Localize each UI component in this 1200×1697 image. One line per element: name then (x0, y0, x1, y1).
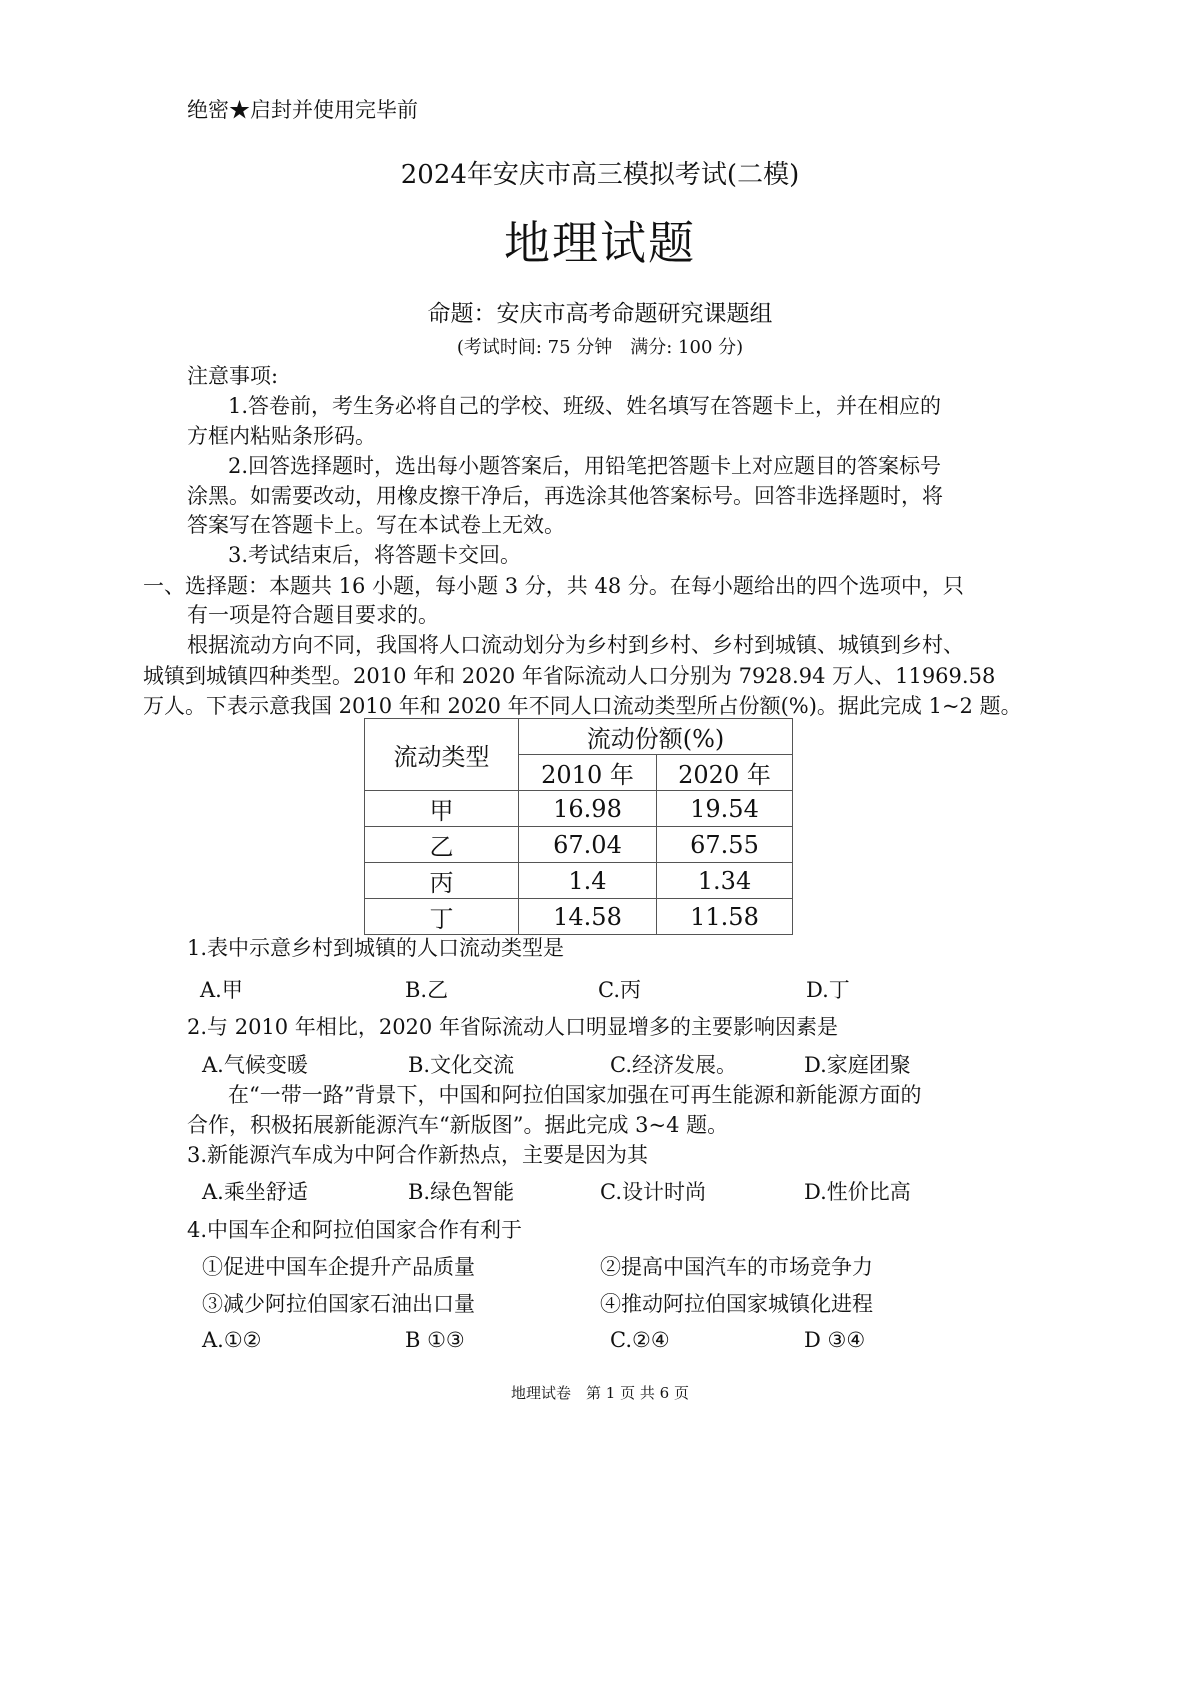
confidential-label: 绝密★启封并使用完毕前 (187, 98, 418, 122)
question-3-stem: 3.新能源汽车成为中阿合作新热点，主要是因为其 (187, 1143, 649, 1167)
q4-item-1: ①促进中国车企提升产品质量 (202, 1255, 475, 1279)
note-line: 3.考试结束后，将答题卡交回。 (228, 543, 522, 567)
cell-type: 丙 (365, 863, 519, 899)
table-row (365, 791, 793, 827)
q1-option-c: C.丙 (598, 978, 641, 1002)
q2-option-d: D.家庭团聚 (804, 1053, 911, 1077)
note-line: 涂黑。如需要改动，用橡皮擦干净后，再选涂其他答案标号。回答非选择题时，将 (187, 484, 943, 508)
cell-type: 丁 (365, 899, 519, 935)
table-row (365, 899, 793, 935)
section-heading-cont: 有一项是符合题目要求的。 (187, 603, 439, 627)
q4-item-4: ④推动阿拉伯国家城镇化进程 (600, 1292, 873, 1316)
cell-2010: 67.04 (519, 827, 657, 863)
header-2010: 2010 年 (519, 755, 657, 791)
author-line: 命题：安庆市高考命题研究课题组 (427, 301, 773, 327)
q2-option-b: B.文化交流 (408, 1053, 515, 1077)
q4-option-a: A.①② (202, 1328, 262, 1352)
exam-subtitle: 2024年安庆市高三模拟考试(二模) (400, 160, 800, 190)
table-row (365, 827, 793, 863)
q4-option-d: D ③④ (804, 1328, 866, 1352)
passage-line: 根据流动方向不同，我国将人口流动划分为乡村到乡村、乡村到城镇、城镇到乡村、 (187, 633, 964, 657)
q3-option-a: A.乘坐舒适 (202, 1180, 308, 1204)
question-2-stem: 2.与 2010 年相比，2020 年省际流动人口明显增多的主要影响因素是 (187, 1015, 838, 1039)
cell-2010: 1.4 (519, 863, 657, 899)
passage-line: 城镇到城镇四种类型。2010 年和 2020 年省际流动人口分别为 7928.94 万人、11969.58 (143, 664, 996, 688)
note-line: 答案写在答题卡上。写在本试卷上无效。 (187, 513, 565, 537)
header-2020: 2020 年 (657, 755, 793, 791)
q1-option-a: A.甲 (200, 978, 243, 1002)
cell-type: 甲 (365, 791, 519, 827)
passage-line: 在“一带一路”背景下，中国和阿拉伯国家加强在可再生能源和新能源方面的 (228, 1083, 922, 1107)
q4-option-b: B ①③ (405, 1328, 465, 1352)
table-row (365, 863, 793, 899)
q1-option-d: D.丁 (806, 978, 850, 1002)
note-line: 1.答卷前，考生务必将自己的学校、班级、姓名填写在答题卡上，并在相应的 (228, 394, 942, 418)
cell-2010: 14.58 (519, 899, 657, 935)
cell-type: 乙 (365, 827, 519, 863)
page-title: 地理试题 (504, 216, 696, 270)
question-1-stem: 1.表中示意乡村到城镇的人口流动类型是 (187, 936, 565, 960)
notes-heading: 注意事项: (187, 364, 279, 388)
passage-line: 合作，积极拓展新能源汽车“新版图”。据此完成 3~4 题。 (187, 1113, 729, 1137)
section-heading: 一、选择题：本题共 16 小题，每小题 3 分，共 48 分。在每小题给出的四个选项中，只 (143, 574, 964, 598)
cell-2020: 19.54 (657, 791, 793, 827)
cell-2020: 11.58 (657, 899, 793, 935)
cell-2020: 1.34 (657, 863, 793, 899)
q3-option-c: C.设计时尚 (600, 1180, 706, 1204)
migration-share-table (364, 718, 793, 935)
q2-option-a: A.气候变暖 (202, 1053, 308, 1077)
header-share: 流动份额(%) (519, 719, 793, 755)
question-4-stem: 4.中国车企和阿拉伯国家合作有利于 (187, 1218, 523, 1242)
cell-2010: 16.98 (519, 791, 657, 827)
note-line: 2.回答选择题时，选出每小题答案后，用铅笔把答题卡上对应题目的答案标号 (228, 454, 942, 478)
q4-item-3: ③减少阿拉伯国家石油出口量 (202, 1292, 475, 1316)
q2-option-c: C.经济发展。 (610, 1053, 737, 1077)
passage-line: 万人。下表示意我国 2010 年和 2020 年不同人口流动类型所占份额(%)。据此完成 1~2 题。 (143, 694, 1022, 718)
q4-option-c: C.②④ (610, 1328, 670, 1352)
q3-option-b: B.绿色智能 (408, 1180, 515, 1204)
page-footer: 地理试卷 第 1 页 共 6 页 (511, 1384, 689, 1402)
q3-option-d: D.性价比高 (804, 1180, 911, 1204)
cell-2020: 67.55 (657, 827, 793, 863)
exam-time: (考试时间: 75 分钟 满分: 100 分) (456, 337, 744, 358)
q4-item-2: ②提高中国汽车的市场竞争力 (600, 1255, 873, 1279)
header-type: 流动类型 (365, 719, 519, 791)
q1-option-b: B.乙 (405, 978, 449, 1002)
note-line: 方框内粘贴条形码。 (187, 424, 376, 448)
